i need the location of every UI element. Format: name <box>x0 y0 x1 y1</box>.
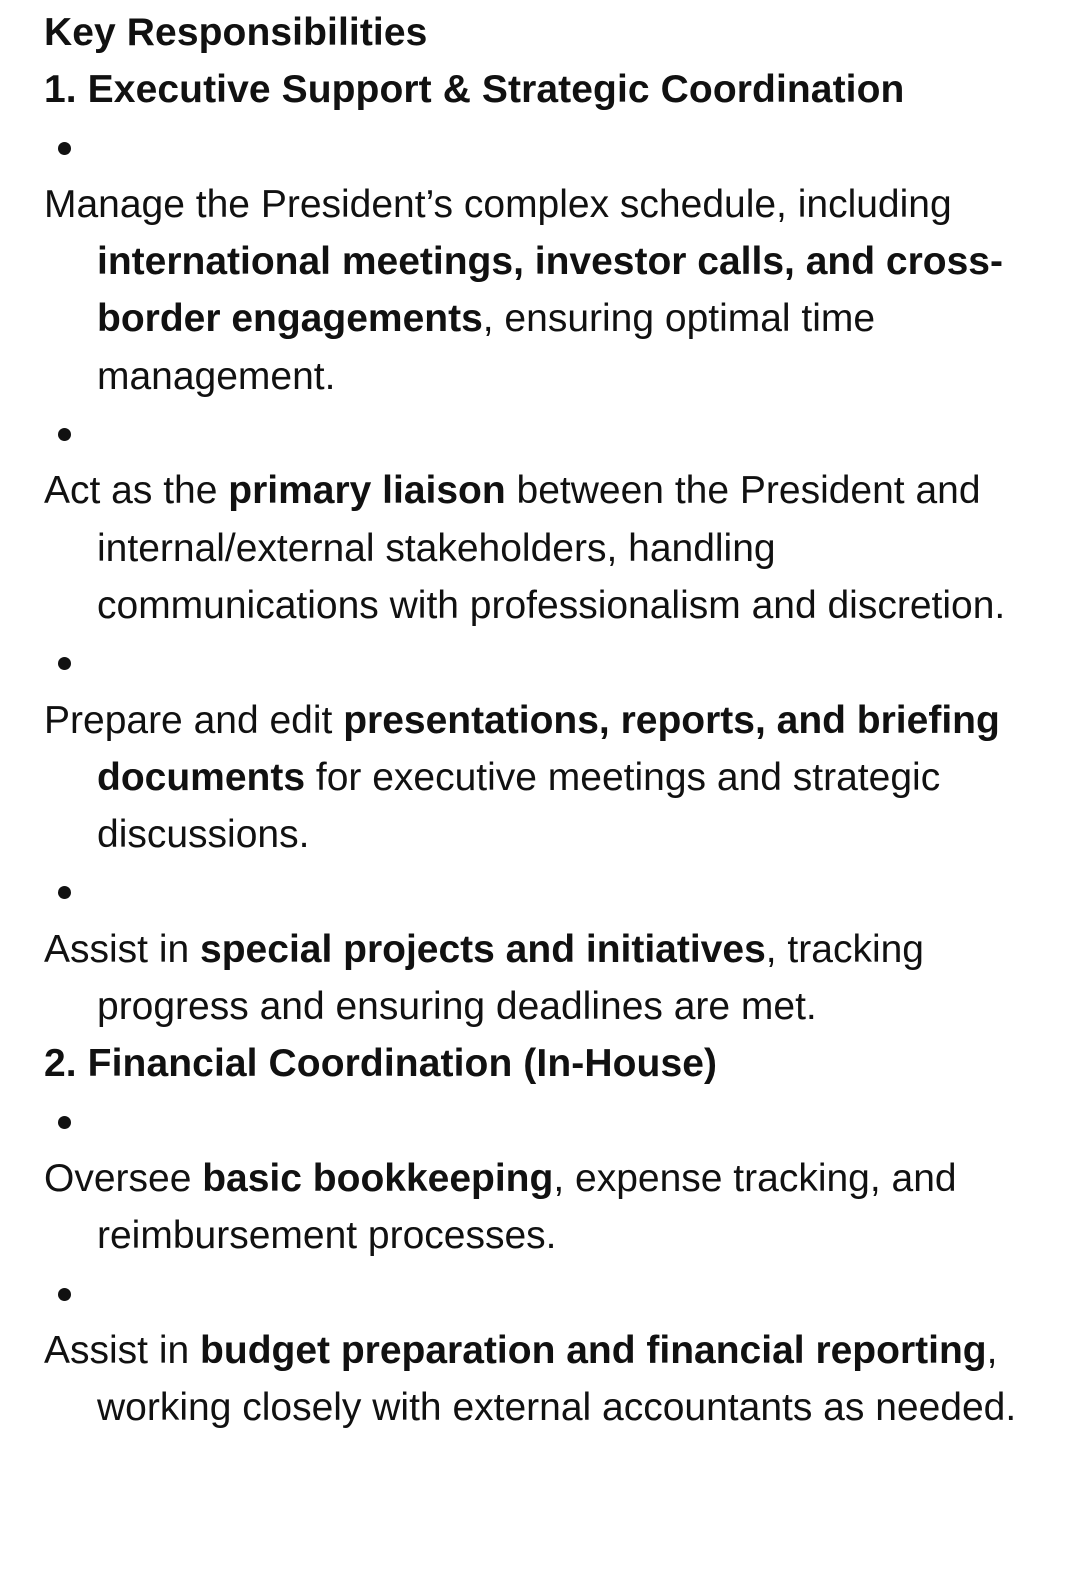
list-item <box>44 692 1054 864</box>
item-text: Prepare and edit <box>44 698 344 742</box>
item-text: Assist in <box>44 1328 201 1372</box>
list-bullet <box>44 863 1054 920</box>
item-text: Assist in <box>44 927 201 971</box>
bullet-icon <box>58 886 71 899</box>
bullet-icon <box>58 142 71 155</box>
item-emphasis: budget preparation and financial reporting <box>200 1328 987 1372</box>
page-title: Key Responsibilities <box>44 11 428 54</box>
bullet-icon <box>58 1288 71 1301</box>
bullet-icon <box>58 657 71 670</box>
item-text: , ensuring optimal time management. <box>97 297 876 398</box>
item-text: for executive meetings and strategic discussions. <box>97 755 941 857</box>
section-heading-financial-coordination: 2. Financial Coordination (In-House) <box>44 1042 718 1086</box>
list-bullet <box>44 1265 1054 1322</box>
item-emphasis: presentations, reports, and briefing documents <box>97 698 1000 799</box>
list-bullet <box>44 119 1054 176</box>
item-emphasis: special projects and initiatives <box>200 927 766 971</box>
item-text: , expense tracking, and reimbursement processes. <box>97 1156 957 1258</box>
bullet-icon <box>58 1116 71 1129</box>
list-item <box>44 1322 1054 1437</box>
list-bullet <box>44 1093 1054 1150</box>
item-text: , working closely with external accountants as needed. <box>97 1328 1017 1430</box>
section-heading-executive-support: 1. Executive Support & Strategic Coordination <box>44 68 905 112</box>
list-item <box>44 921 1054 1036</box>
item-emphasis: primary liaison <box>228 469 506 513</box>
item-text: , tracking progress and ensuring deadlines are met. <box>97 927 924 1029</box>
document-body <box>44 0 1054 1436</box>
item-text: between the President and internal/external stakeholders, handling communications with professionalism and discretion. <box>97 469 1006 627</box>
bullet-icon <box>58 428 71 441</box>
item-text: Act as the <box>44 469 229 513</box>
list-bullet <box>44 634 1054 691</box>
item-text: Oversee <box>44 1156 203 1200</box>
list-item <box>44 176 1054 405</box>
list-item <box>44 462 1054 634</box>
list-item <box>44 1150 1054 1265</box>
item-text: Manage the President’s complex schedule, including <box>44 182 952 226</box>
item-emphasis: basic bookkeeping <box>202 1156 554 1200</box>
item-emphasis: international meetings, investor calls, and cross-border engagements <box>97 240 1003 341</box>
list-bullet <box>44 405 1054 462</box>
